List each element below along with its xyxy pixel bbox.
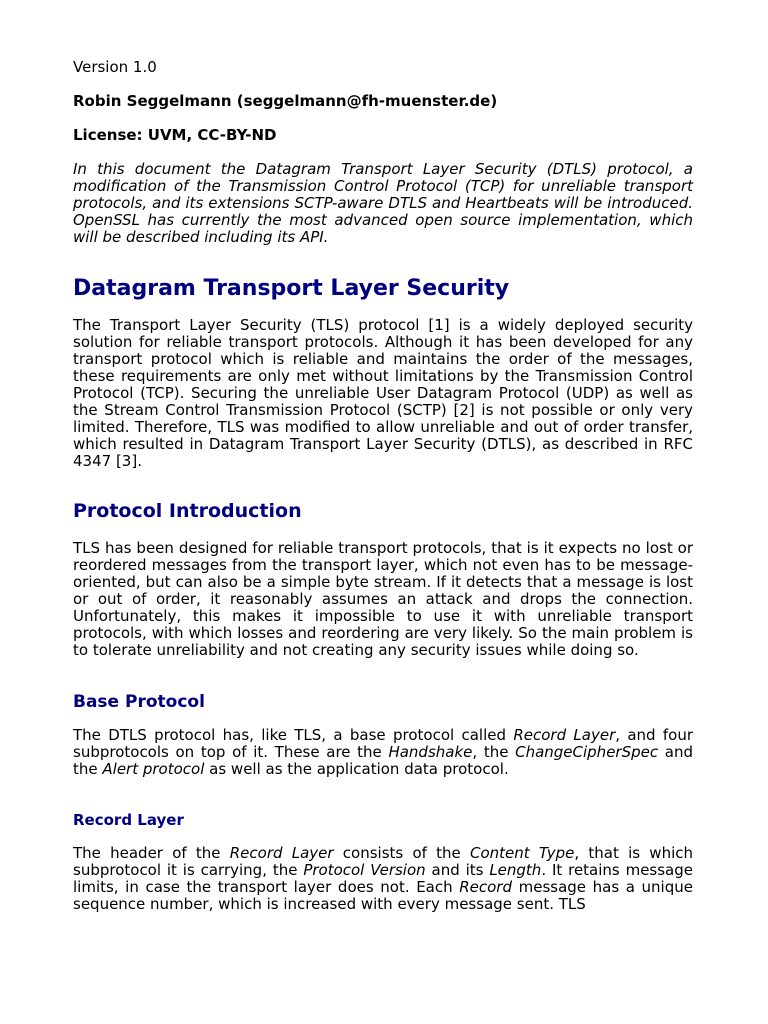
emphasis-term: Handshake bbox=[388, 743, 473, 761]
text-run: and its bbox=[425, 861, 490, 879]
emphasis-term: Record Layer bbox=[229, 844, 334, 862]
emphasis-term: ChangeCipherSpec bbox=[515, 743, 659, 761]
section-heading-base-protocol: Base Protocol bbox=[73, 692, 205, 712]
text-run: , that is which subprotocol it is carrying, the bbox=[73, 844, 693, 879]
emphasis-term: Content Type bbox=[470, 844, 575, 862]
text-run: . It retains message limits, in case the transport layer does not. Each bbox=[73, 861, 694, 896]
section-heading-dtls: Datagram Transport Layer Security bbox=[73, 276, 510, 301]
text-run: , the bbox=[472, 743, 516, 761]
emphasis-term: Length bbox=[489, 861, 542, 879]
text-run: as well as the application data protocol. bbox=[204, 760, 509, 778]
section-heading-record-layer: Record Layer bbox=[73, 811, 184, 829]
section-body-base-protocol bbox=[73, 727, 693, 778]
section-body-dtls: The Transport Layer Security (TLS) protocol [1] is a widely deployed security solution for reliable transport protocols. Although it has been developed for any transport protocol which is reliable and maintains the order of the messages, these requirements are only met without limitations by the Transmission Control Protocol (TCP). Securing the unreliable User Datagram Protocol (UDP) as well as the Stream Control Transmission Protocol (SCTP) [2] is not possible or only very limited. Therefore, TLS was modified to allow unreliable and out of order transfer, which resulted in Datagram Transport Layer Security (DTLS), as described in RFC 4347 [3]. bbox=[73, 316, 693, 470]
text-run: and the bbox=[73, 743, 693, 778]
emphasis-term: Alert protocol bbox=[102, 760, 205, 778]
section-body-protocol-introduction: TLS has been designed for reliable transport protocols, that is it expects no lost or reordered messages from the transport layer, which not even has to be message-oriented, but can also be a simple byte stream. If it detects that a message is lost or out of order, it reasonably assumes an attack and drops the connection. Unfortunately, this makes it impossible to use it with unreliable transport protocols, with which losses and reordering are very likely. So the main problem is to tolerate unreliability and not creating any security issues while doing so. bbox=[73, 539, 693, 659]
text-run: consists of the bbox=[333, 844, 471, 862]
document-page bbox=[73, 59, 693, 913]
document-license: License: UVM, CC-BY-ND bbox=[73, 126, 277, 144]
emphasis-term: Record Layer bbox=[513, 726, 616, 744]
text-run: The DTLS protocol has, like TLS, a base protocol called bbox=[73, 726, 514, 744]
section-heading-protocol-introduction: Protocol Introduction bbox=[73, 500, 302, 522]
text-run: message has a unique sequence number, which is increased with every message sent. TLS bbox=[73, 878, 693, 913]
document-author: Robin Seggelmann (seggelmann@fh-muenster.de) bbox=[73, 92, 498, 110]
text-run: The header of the bbox=[73, 844, 230, 862]
emphasis-term: Record bbox=[459, 878, 512, 896]
section-body-record-layer bbox=[73, 845, 693, 913]
emphasis-term: Protocol Version bbox=[303, 861, 426, 879]
document-version: Version 1.0 bbox=[73, 58, 157, 76]
document-abstract: In this document the Datagram Transport Layer Security (DTLS) protocol, a modification of the Transmission Control Protocol (TCP) for unreliable transport protocols, and its extensions SCTP-aware DTLS and Heartbeats will be introduced. OpenSSL has currently the most advanced open source implementation, which will be described including its API. bbox=[73, 160, 693, 246]
text-run: , and four subprotocols on top of it. These are the bbox=[73, 726, 693, 761]
